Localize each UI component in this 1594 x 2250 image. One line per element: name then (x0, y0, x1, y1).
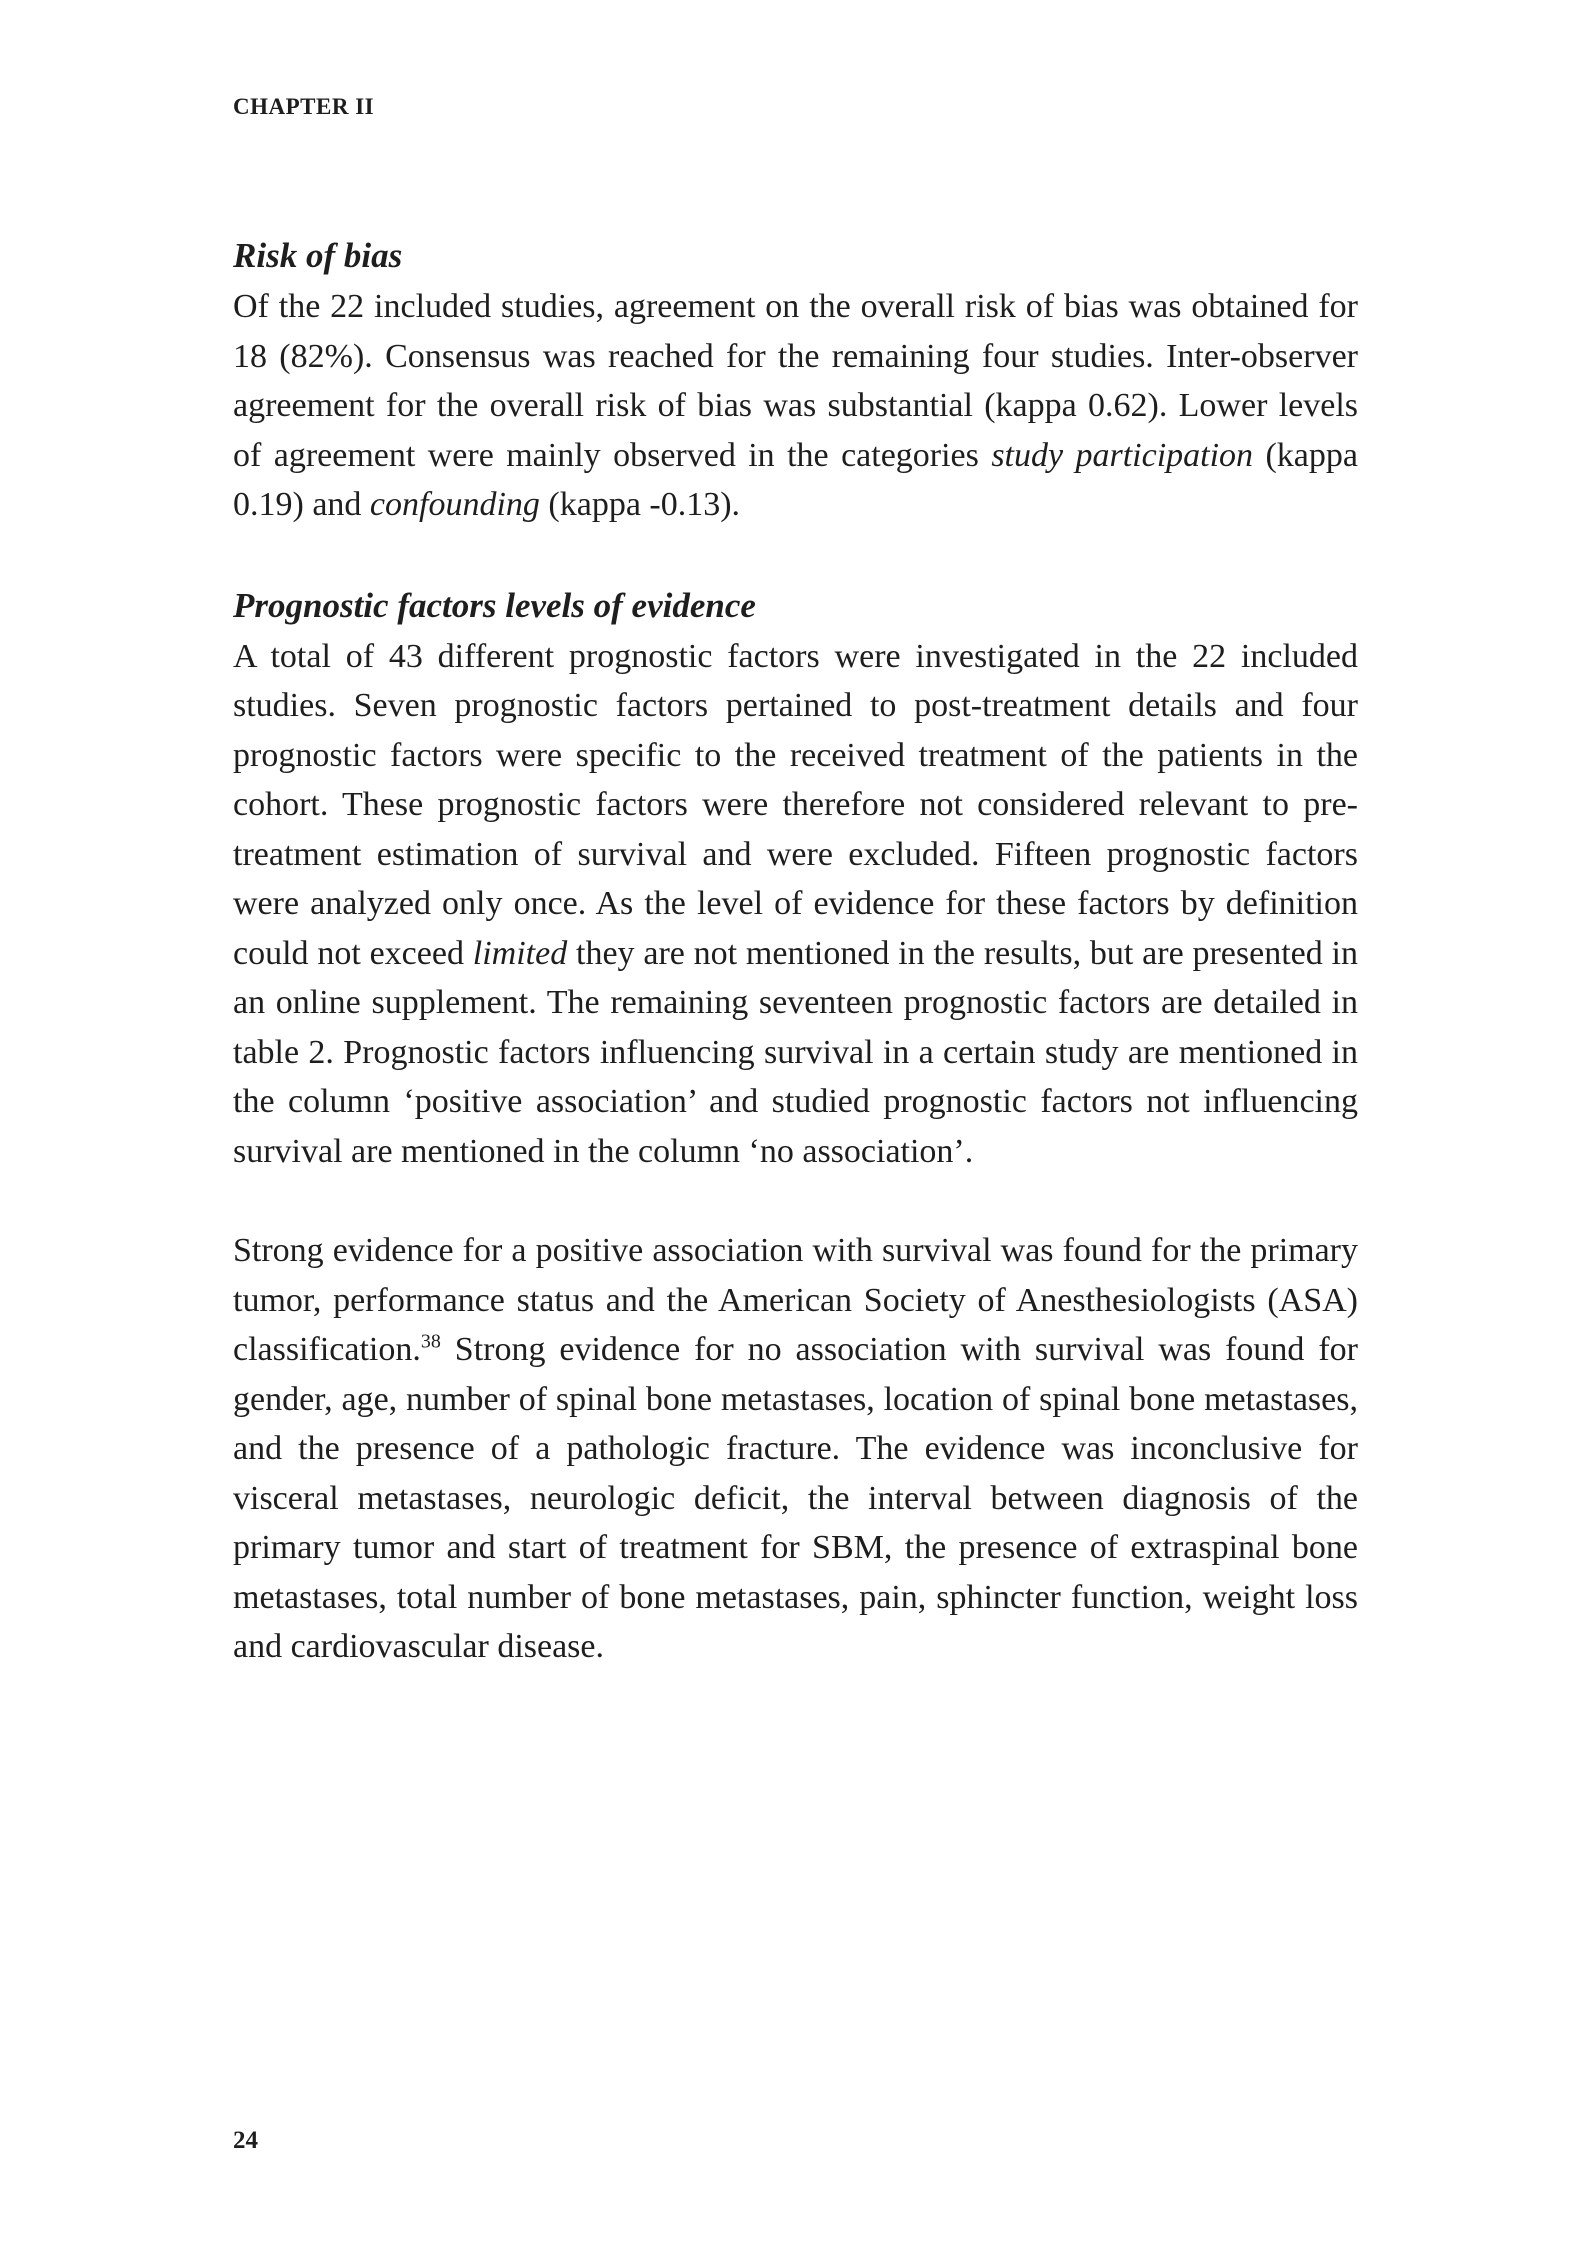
spacer (233, 530, 1358, 580)
text-run: (kappa -0.13). (539, 486, 741, 523)
text-run: Of the 22 included studies, agreement on the overall risk of bias was obtained for 18 (82%). Consensus was reached for the remaining four studies. Inter-observer agreement for the overall risk of bias was substantial (kappa 0.62). Lower levels of agreement were mainly observed in the categories (233, 288, 1358, 474)
text-run: Strong evidence for a positive association with survival was found for the primary tumor, performance status and the American Society of Anesthesiologists (ASA) classification. (233, 1232, 1358, 1368)
page-number: 24 (233, 2127, 258, 2154)
spacer (233, 1176, 1358, 1226)
text-run: they are not mentioned in the results, but are presented in an online supplement. The remaining seventeen prognostic factors are detailed in table 2. Prognostic factors influencing survival in a certain study are mentioned in the column ‘positive association’ and studied prognostic factors not influencing survival are mentioned in the column ‘no association’. (233, 934, 1358, 1170)
paragraph-prognostic-factors-2 (233, 1226, 1358, 1672)
emphasis-limited: limited (472, 934, 568, 972)
running-head: CHAPTER II (233, 94, 375, 119)
emphasis-confounding: confounding (369, 486, 540, 523)
section-heading-prognostic-factors: Prognostic factors levels of evidence (233, 585, 756, 625)
reference-superscript: 38 (420, 1330, 441, 1353)
section-heading-risk-of-bias: Risk of bias (233, 236, 403, 275)
text-run: (kappa 0.19) and (233, 436, 1358, 523)
page-body (233, 230, 1358, 1672)
paragraph-risk-of-bias (233, 282, 1358, 530)
paragraph-prognostic-factors-1 (233, 632, 1358, 1177)
text-run: A total of 43 different prognostic factors were investigated in the 22 included studies. Seven prognostic factors pertained to post-treatment details and four prognostic factors were specific to the received treatment of the patients in the cohort. These prognostic factors were therefore not considered relevant to pre-treatment estimation of survival and were excluded. Fifteen prognostic factors were analyzed only once. As the level of evidence for these factors by definition could not exceed (233, 637, 1358, 972)
text-run: Strong evidence for no association with survival was found for gender, age, number of spinal bone metastases, location of spinal bone metastases, and the presence of a pathologic fracture. The evidence was inconclusive for visceral metastases, neurologic deficit, the interval between diagnosis of the primary tumor and start of treatment for SBM, the presence of extraspinal bone metastases, total number of bone metastases, pain, sphincter function, weight loss and cardiovascular disease. (233, 1331, 1358, 1665)
emphasis-study-participation: study participation (991, 436, 1254, 474)
